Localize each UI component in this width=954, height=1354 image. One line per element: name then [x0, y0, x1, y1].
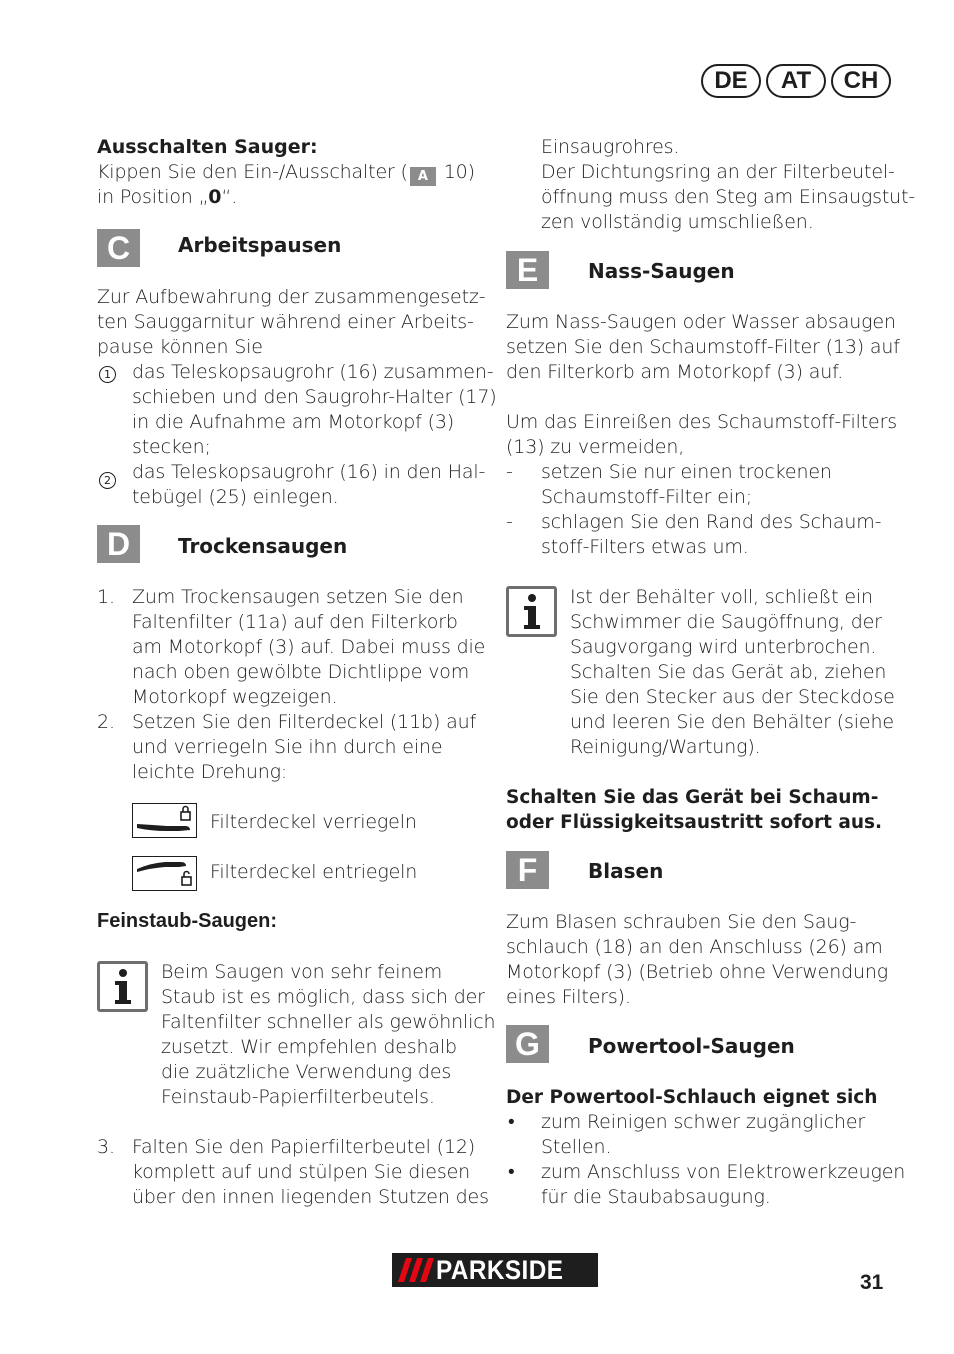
- step-number: 2.: [97, 711, 115, 733]
- country-badge-ch: CH: [831, 64, 891, 98]
- text-line: Zum Nass-Saugen oder Wasser absaugen: [506, 311, 896, 333]
- section-letter-d: D: [97, 525, 140, 563]
- text-line: zusetzt. Wir empfehlen deshalb: [161, 1036, 457, 1058]
- text-line: Schwimmer die Saugöffnung, der: [570, 611, 882, 633]
- text-line: pause können Sie: [97, 336, 263, 358]
- info-icon: [97, 961, 148, 1012]
- step-number: 1.: [97, 586, 115, 608]
- text-line: zen vollständig umschließen.: [541, 211, 814, 233]
- page-number: 31: [860, 1271, 884, 1294]
- dash-marker: -: [506, 511, 513, 533]
- parkside-logo: [392, 1253, 598, 1287]
- text-line: Faltenfilter schneller als gewöhnlich: [161, 1011, 496, 1033]
- text-line: Der Dichtungsring an der Filterbeutel-: [541, 161, 895, 183]
- text-line: Einsaugrohres.: [541, 136, 680, 158]
- text-line: ten Sauggarnitur während einer Arbeits-: [97, 311, 474, 333]
- text-line: Feinstaub-Papierfilterbeutels.: [161, 1086, 435, 1108]
- text-line: Stellen.: [541, 1136, 612, 1158]
- section-letter-f: F: [506, 851, 549, 889]
- text-line: Zum Trockensaugen setzen Sie den: [132, 586, 464, 608]
- text-line: setzen Sie den Schaumstoff-Filter (13) auf: [506, 336, 900, 358]
- text-line: eines Filters).: [506, 986, 631, 1008]
- section-title-nass-saugen: Nass-Saugen: [588, 259, 735, 283]
- text-line: Zur Aufbewahrung der zusammengesetz-: [97, 286, 486, 308]
- text-line: und leeren Sie den Behälter (siehe: [570, 711, 894, 733]
- ausschalten-line-2: [97, 185, 237, 210]
- text-line: das Teleskopsaugrohr (16) zusammen-: [132, 361, 494, 383]
- section-title-powertool-saugen: Powertool-Saugen: [588, 1034, 795, 1058]
- text-line: leichte Drehung:: [132, 761, 288, 783]
- text: Kippen Sie den Ein-/Ausschalter (: [97, 161, 408, 183]
- lock-label: Filterdeckel verriegeln: [210, 811, 417, 833]
- text-line: Schaumstoff-Filter ein;: [541, 486, 753, 508]
- warning-line: Schalten Sie das Gerät bei Schaum-: [506, 787, 879, 808]
- text-line: schlagen Sie den Rand des Schaum-: [541, 511, 882, 533]
- ausschalten-heading: Ausschalten Sauger:: [97, 136, 318, 158]
- text-line: Motorkopf wegzeigen.: [132, 686, 338, 708]
- text-line: Staub ist es möglich, dass sich der: [161, 986, 485, 1008]
- text-line: über den innen liegenden Stutzen des: [132, 1186, 489, 1208]
- text-line: am Motorkopf (3) auf. Dabei muss die: [132, 636, 486, 658]
- text-line: schieben und den Saugrohr-Halter (17): [132, 386, 497, 408]
- text-line: zum Anschluss von Elektrowerkzeugen: [541, 1161, 906, 1183]
- position-zero: 0: [208, 186, 222, 208]
- text-line: Faltenfilter (11a) auf den Filterkorb: [132, 611, 458, 633]
- text-line: Um das Einreißen des Schaumstoff-Filters: [506, 411, 897, 433]
- text-line: (13) zu vermeiden,: [506, 436, 685, 458]
- step-number: 3.: [97, 1136, 115, 1158]
- feinstaub-heading: Feinstaub-Saugen:: [97, 910, 278, 932]
- section-letter-c: C: [97, 229, 140, 267]
- text-line: Setzen Sie den Filterdeckel (11b) auf: [132, 711, 477, 733]
- text-line: stoff-Filters etwas um.: [541, 536, 749, 558]
- section-letter-e: E: [506, 251, 549, 289]
- warning-line: oder Flüssigkeitsaustritt sofort aus.: [506, 812, 883, 833]
- section-title-arbeitspausen: Arbeitspausen: [178, 233, 342, 257]
- dash-marker: -: [506, 461, 513, 483]
- text-line: das Teleskopsaugrohr (16) in den Hal-: [132, 461, 486, 483]
- text: 10): [437, 161, 475, 183]
- text-line: Schalten Sie das Gerät ab, ziehen: [570, 661, 887, 683]
- text-line: Reinigung/Wartung).: [570, 736, 761, 758]
- section-letter-g: G: [506, 1025, 549, 1063]
- text-line: setzen Sie nur einen trockenen: [541, 461, 832, 483]
- text-line: Saugvorgang wird unterbrochen.: [570, 636, 877, 658]
- circled-number-2: 2: [99, 472, 116, 489]
- text-line: Motorkopf (3) (Betrieb ohne Verwendung: [506, 961, 889, 983]
- logo-text: PARKSIDE: [436, 1255, 564, 1285]
- text-line: tebügel (25) einlegen.: [132, 486, 339, 508]
- text: in Position „: [97, 186, 209, 208]
- text-line: Beim Saugen von sehr feinem: [161, 961, 443, 983]
- text-line: Zum Blasen schrauben Sie den Saug-: [506, 911, 857, 933]
- ausschalten-line-1: [97, 160, 475, 186]
- text-line: öffnung muss den Steg am Einsaugstut-: [541, 186, 916, 208]
- text: “.: [221, 186, 238, 208]
- text-line: komplett auf und stülpen Sie diesen: [132, 1161, 471, 1183]
- text-line: nach oben gewölbte Dichtlippe vom: [132, 661, 470, 683]
- text-line: Ist der Behälter voll, schließt ein: [570, 586, 873, 608]
- country-badge-de: DE: [701, 64, 761, 98]
- lock-filter-icon: [132, 803, 197, 838]
- bullet-marker: •: [508, 1111, 515, 1133]
- text-line: den Filterkorb am Motorkopf (3) auf.: [506, 361, 844, 383]
- text-line: zum Reinigen schwer zugänglicher: [541, 1111, 866, 1133]
- text-line: schlauch (18) an den Anschluss (26) am: [506, 936, 883, 958]
- section-title-trockensaugen: Trockensaugen: [178, 534, 348, 558]
- text-line: Sie den Stecker aus der Steckdose: [570, 686, 895, 708]
- unlock-label: Filterdeckel entriegeln: [210, 861, 418, 883]
- unlock-filter-icon: [132, 856, 197, 891]
- bullet-marker: •: [508, 1161, 515, 1183]
- text-line: für die Staubabsaugung.: [541, 1186, 771, 1208]
- info-icon: [506, 586, 557, 637]
- powertool-lead: Der Powertool-Schlauch eignet sich: [506, 1087, 878, 1108]
- text-line: stecken;: [132, 436, 211, 458]
- section-title-blasen: Blasen: [588, 859, 664, 883]
- figure-a-badge: A: [410, 167, 436, 186]
- circled-number-1: 1: [99, 366, 116, 383]
- logo-stripes-icon: [398, 1258, 438, 1282]
- text-line: die zuätzliche Verwendung des: [161, 1061, 452, 1083]
- text-line: Falten Sie den Papierfilterbeutel (12): [132, 1136, 476, 1158]
- country-badge-at: AT: [766, 64, 826, 98]
- text-line: in die Aufnahme am Motorkopf (3): [132, 411, 455, 433]
- text-line: und verriegeln Sie ihn durch eine: [132, 736, 443, 758]
